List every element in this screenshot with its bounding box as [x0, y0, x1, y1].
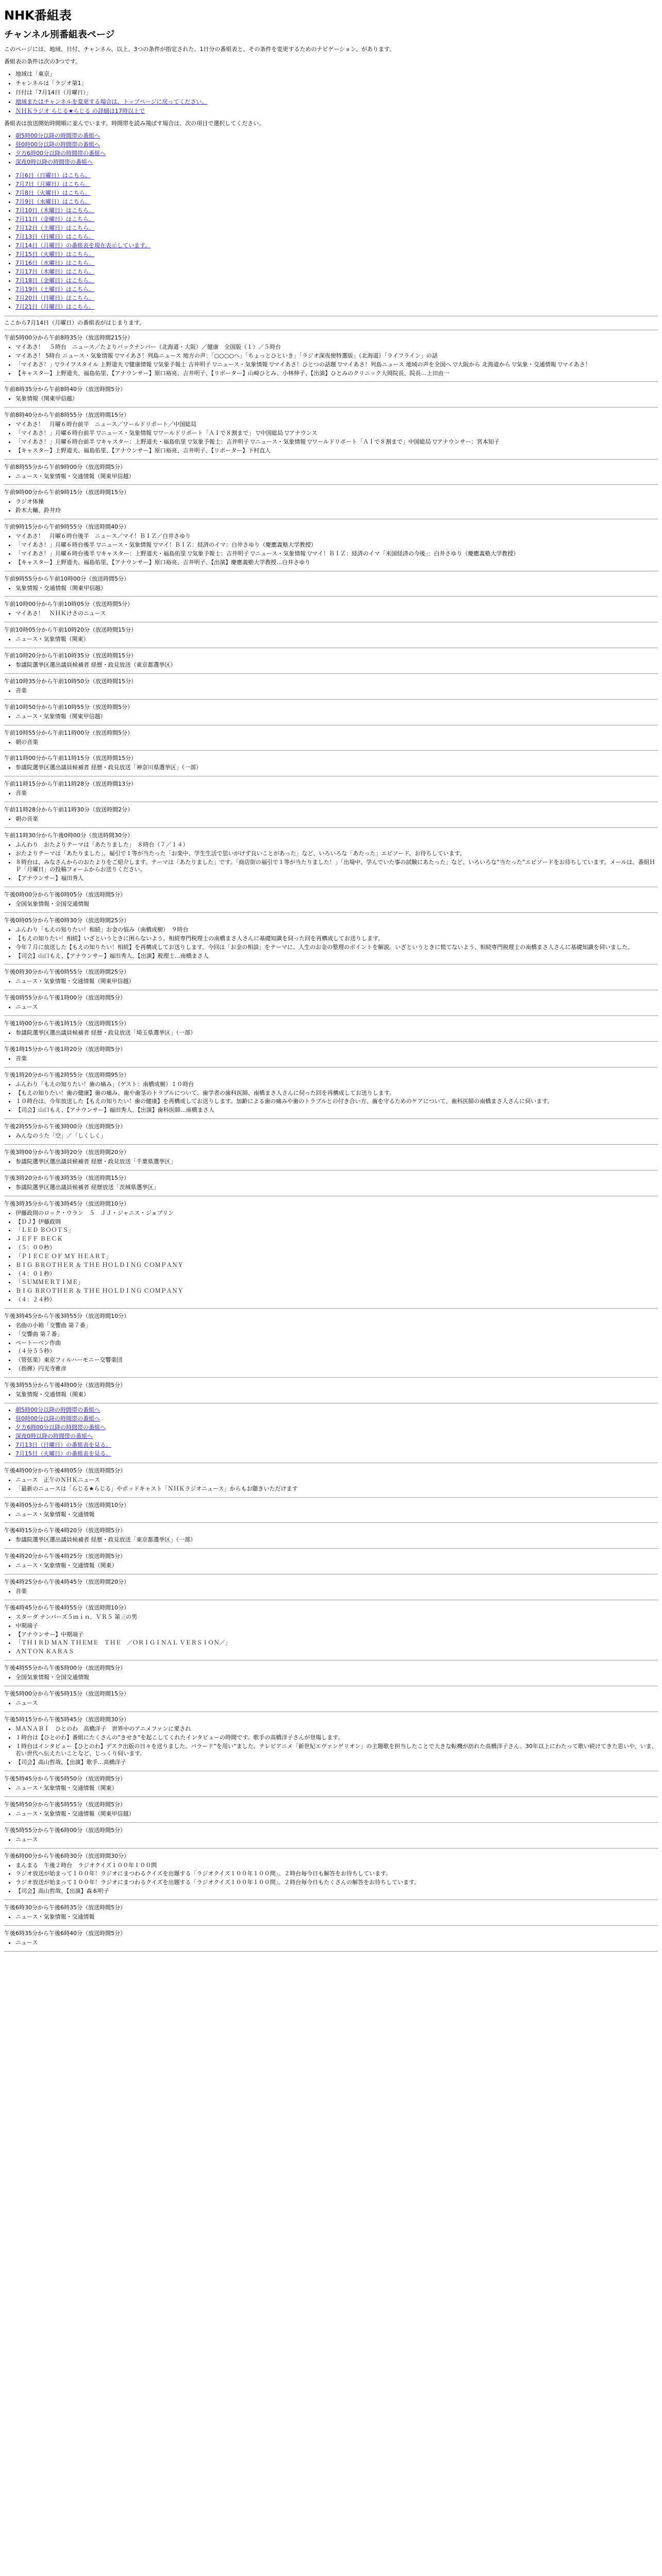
program-block — [4, 1312, 658, 1378]
divider — [4, 596, 658, 597]
program-detail-item: • 音楽 — [15, 1055, 658, 1063]
divider — [4, 1170, 658, 1171]
program-time: 午前8時40分から午前8時55分（放送時間15分） — [4, 412, 129, 419]
bottom-time-link-evening[interactable]: 夕方6時00分以降の時間帯の番組へ — [15, 1423, 106, 1431]
program-detail-item: • ニュース — [15, 1939, 658, 1947]
program-detail-item: • 参議院選挙区選出議員候補者 経歴・政見放送「神奈川県選挙区」（一部） — [15, 764, 658, 772]
program-detail-item: • ふんわり おたよりテーマは「あたりました」 ８時台（７／１４） — [15, 841, 658, 849]
program-block — [4, 1526, 658, 1549]
program-time: 午後0時05分から午後0時30分（放送時間25分） — [4, 917, 129, 924]
time-link-noon[interactable]: 昼0時00分以降の時間帯の番組へ — [15, 141, 100, 148]
date-link-current[interactable]: 7月14日（月曜日）の番組表を現在表示しています。 — [15, 242, 151, 249]
program-time: 午前10時00分から午前10時05分（放送時間5分） — [4, 601, 133, 608]
program-detail-item: • ニュース・気象情報・交通情報（関東甲信越） — [15, 1810, 658, 1818]
program-list-morning — [4, 333, 658, 1403]
program-details — [4, 636, 658, 643]
divider — [4, 1497, 658, 1498]
program-block — [4, 1664, 658, 1686]
program-detail-item: • まんまる 午後２時台 ラジオクイズ１００年１００問 — [15, 1862, 658, 1870]
program-detail-item: • 気象情報（関東甲信越） — [15, 395, 658, 403]
program-details — [4, 1913, 658, 1921]
program-detail-item: • ニュース・気象情報・交通情報 — [15, 1511, 658, 1519]
program-time: 午前8時35分から午前8時40分（放送時間5分） — [4, 386, 126, 393]
program-detail-item: • 【司会】山口もえ、【アナウンサー】福田秀人、【出演】税理士…南橋まさ人 — [15, 953, 658, 960]
program-block — [4, 703, 658, 725]
date-link[interactable]: 7月6日（日曜日）はこちら。 — [15, 172, 91, 179]
program-time: 午後0時55分から午後1時00分（放送時間5分） — [4, 994, 126, 1002]
program-block — [4, 385, 658, 408]
next-day-link[interactable]: 7月15日（火曜日）の番組表を見る。 — [15, 1450, 111, 1457]
program-time: 午前11時30分から午後0時00分（放送時間30分） — [4, 832, 133, 839]
program-detail-item: • 参議院選挙区選出議員候補者 経歴放送「茨城県選挙区」 — [15, 1184, 658, 1192]
program-block — [4, 890, 658, 913]
program-time: 午後4時25分から午後4時45分（放送時間20分） — [4, 1579, 129, 1586]
divider — [4, 699, 658, 700]
divider — [4, 1015, 658, 1016]
program-detail-item: • マイあさ！ 月曜６時台前半 ニュース／ワールドリポート／中国総局 — [15, 421, 658, 429]
program-detail-item: • （指揮）円光寺雅彦 — [15, 1365, 658, 1373]
program-details — [4, 926, 658, 960]
program-detail-item: • 「ＰＩＥＣＥ ＯＦ ＭＹ ＨＥＡＲＴ」 — [15, 1253, 658, 1261]
date-link[interactable]: 7月7日（月曜日）はこちら。 — [15, 181, 91, 188]
program-time: 午後4時00分から午後4時05分（放送時間5分） — [4, 1467, 126, 1474]
program-detail-item: • ニュース・気象情報・交通情報（関東） — [15, 1562, 658, 1570]
program-time: 午後1時15分から午後1時20分（放送時間5分） — [4, 1045, 126, 1053]
program-detail-item: • ８時台は、みなさんからのおたよりをご紹介します。テーマは「あたりました」です。「商店街の福引で１等が当たりました！」「出場中、学んでいた事の試験にあたった」など、いろいろな“当たった”エピソードをお待ちしています。メールは、番組ＨＰ「月曜日」の投稿フォームからお送りください。 — [15, 859, 658, 874]
program-block — [4, 488, 658, 519]
program-time: 午後0時30分から午後0時55分（放送時間25分） — [4, 969, 129, 976]
program-detail-item: • ニュース — [15, 1004, 658, 1011]
date-link[interactable]: 7月11日（金曜日）はこちら。 — [15, 216, 94, 223]
program-details — [4, 1836, 658, 1844]
divider — [4, 381, 658, 382]
program-time: 午後1時20分から午後2時55分（放送時間95分） — [4, 1071, 129, 1078]
program-block — [4, 1122, 658, 1145]
program-block — [4, 993, 658, 1016]
bottom-time-link-morning[interactable]: 朝5時00分以降の時間帯の番組へ — [15, 1406, 100, 1413]
program-time: 午前10時55分から午前11時00分（放送時間5分） — [4, 729, 133, 736]
program-detail-item: • ニュース・気象情報（関東） — [15, 636, 658, 643]
program-block — [4, 754, 658, 776]
program-detail-item: • ＪＥＦＦ ＢＥＣＫ — [15, 1235, 658, 1243]
program-details — [4, 1725, 658, 1767]
program-details — [4, 1322, 658, 1373]
divider — [4, 1848, 658, 1849]
program-time: 午前5時00分から午前8時35分（放送時間215分） — [4, 334, 133, 341]
program-detail-item: • （管弦楽）東京フィルハーモニー交響楽団 — [15, 1357, 658, 1364]
date-link[interactable]: 7月13日（日曜日）はこちら。 — [15, 233, 94, 240]
divider — [4, 459, 658, 460]
program-details — [4, 473, 658, 481]
divider — [4, 1822, 658, 1823]
program-detail-item: • マイあさ！ 5時台 ニュース・気象情報 ▽マイあさ！列島ニュース 地方の声：「○○○○へ」「ちょっとひといき」「ラジオ深夜便特選版」（北海道）「ライフライン」の話 — [15, 352, 658, 360]
program-detail-item: • マイあさ！ ＮＨＫけさのニュース — [15, 610, 658, 618]
program-detail-item: • 「マイあさ！」▽ライフスタイル 上野道夫 ▽健康情報 ▽気象予報士 吉井明子 ▽ニュース・気象情報 ▽マイあさ！ひとつの話題 ▽マイあさ！列島ニュース 地域の声を全国へ ▽大阪から 北海道から ▽気象・交通情報 ▽マイあさ！ — [15, 361, 658, 369]
program-time: 午後0時00分から午後0時05分（放送時間5分） — [4, 891, 126, 899]
divider — [4, 912, 658, 913]
program-detail-item: • ニュース・気象情報・交通情報（関東甲信越） — [15, 473, 658, 481]
program-details — [4, 816, 658, 823]
program-time: 午後4時05分から午後4時15分（放送時間10分） — [4, 1501, 129, 1509]
program-detail-item: • 【アナウンサー】中期端子 — [15, 1631, 658, 1639]
program-detail-item: • 朝の音楽 — [15, 816, 658, 823]
program-details — [4, 1391, 658, 1399]
program-details — [4, 1081, 658, 1114]
program-details — [4, 1184, 658, 1192]
program-time: 午後6時30分から午後6時35分（放送時間5分） — [4, 1904, 126, 1911]
program-detail-item: • 朝の音楽 — [15, 739, 658, 747]
program-list-start: ここから7月14日（月曜日）の番組表がはじまります。 — [4, 319, 145, 326]
time-note: 番組表は放送開始時間順に並んでいます。時間帯を読み飛ばす場合は、次の項目で選択してください。 — [4, 120, 265, 127]
program-block — [4, 916, 658, 964]
program-block — [4, 1689, 658, 1712]
program-time: 午後2時55分から午後3時00分（放送時間5分） — [4, 1123, 126, 1130]
program-time: 午前10時35分から午前10時50分（放送時間15分） — [4, 677, 137, 685]
program-detail-item: • 【キャスター】上野道夫、福島佑里、【アナウンサー】原口裕亮、吉井明子、【リポーター】山崎ひとみ、小林伸子、【出演】ひとみのクリニック大岡院長、院長…上田由一 — [15, 370, 658, 378]
program-details — [4, 1477, 658, 1493]
program-detail-item: • （５：００秒） — [15, 1244, 658, 1252]
condition-back-link-item — [15, 97, 658, 106]
program-detail-item: • 音楽 — [15, 687, 658, 695]
program-detail-item: • ＡＮＴＯＮ ＫＡＲＡＳ — [15, 1648, 658, 1656]
program-detail-item: • ラジオ体操 — [15, 498, 658, 506]
conditions-note: 番組表の条件は次の3つです。 — [4, 58, 81, 65]
program-block — [4, 1381, 658, 1403]
program-time: 午前11時00分から午前11時15分（放送時間15分） — [4, 755, 137, 762]
program-detail-item: • 【もえの知りたい！歯の健康】歯の痛み、歯や歯茎のトラブルについて、歯学者の歯科医師、南橋まさ人さんに伺った回を再構成してお送りします。 — [15, 1090, 658, 1097]
program-block — [4, 1852, 658, 1900]
program-details — [4, 687, 658, 695]
date-link[interactable]: 7月10日（木曜日）はこちら。 — [15, 207, 94, 214]
program-block — [4, 651, 658, 674]
program-detail-item: • 鈴木大輔、鈴井玲 — [15, 507, 658, 515]
program-detail-item: • 中期端子 — [15, 1622, 658, 1630]
program-detail-item: • 音楽 — [15, 790, 658, 798]
program-block — [4, 1174, 658, 1196]
date-link[interactable]: 7月16日（水曜日）はこちら。 — [15, 260, 94, 266]
program-time: 午前10時05分から午前10時20分（放送時間15分） — [4, 626, 137, 634]
divider — [4, 827, 658, 828]
program-details — [4, 662, 658, 669]
program-details — [4, 1004, 658, 1011]
date-link[interactable]: 7月17日（木曜日）はこちら。 — [15, 268, 94, 275]
program-details — [4, 1536, 658, 1544]
program-detail-item: • ニュース — [15, 1700, 658, 1707]
program-details — [4, 1810, 658, 1818]
program-details — [4, 1588, 658, 1596]
program-detail-item: • ＢＩＧ ＢＲＯＴＨＥＲ ＆ ＴＨＥ ＨＯＬＤＩＮＧ ＣＯＭＰＡＮＹ — [15, 1262, 658, 1269]
date-link[interactable]: 7月21日（月曜日）はこちら。 — [15, 303, 94, 310]
condition-region: • 地域は「東京」 — [15, 70, 658, 78]
program-block — [4, 1715, 658, 1771]
program-detail-item: • 「交響曲 第７番」 — [15, 1331, 658, 1338]
back-to-top-link[interactable]: 地域またはチャンネルを変更する場合は、トップページに戻ってください。 — [15, 98, 208, 105]
program-detail-item: • 【アナウンサー】福田秀人 — [15, 875, 658, 883]
program-time: 午後4時45分から午後4時55分（放送時間10分） — [4, 1604, 129, 1611]
program-time: 午後3時00分から午後3時20分（放送時間20分） — [4, 1148, 129, 1156]
divider — [4, 1377, 658, 1378]
program-block — [4, 1774, 658, 1797]
time-link-midnight[interactable]: 深夜0時以降の時間帯の番組へ — [15, 159, 93, 165]
program-detail-item: • 「ＳＵＭＭＥＲＴＩＭＥ」 — [15, 1279, 658, 1286]
program-time: 午後5時55分から午後6時00分（放送時間5分） — [4, 1826, 126, 1834]
program-block — [4, 728, 658, 751]
program-detail-item: • 「マイあさ！」月曜６時台後半 ▽ニュース・気象情報 ▽マイ！ＢＩＺ：経済のイマ：白井さゆり（慶應義塾大学教授） — [15, 541, 658, 549]
program-details — [4, 978, 658, 986]
page-subtitle: チャンネル別番組表ページ — [4, 29, 115, 40]
program-details — [4, 764, 658, 772]
program-list-afternoon — [4, 1466, 658, 1952]
divider — [4, 407, 658, 408]
program-block — [4, 677, 658, 700]
divider — [4, 1951, 658, 1952]
radiru-link[interactable]: ＮＨＫラジオ らじる★らじる の詳細は17時以上で — [15, 108, 145, 114]
program-detail-item: • マイあさ！ ５時台 ニュース／たよりバックナンバー（北海道・大阪）／健康 全国版（１）／５時台 — [15, 344, 658, 351]
program-time: 午後5時15分から午後5時45分（放送時間30分） — [4, 1716, 129, 1723]
program-details — [4, 1511, 658, 1519]
date-link[interactable]: 7月18日（金曜日）はこちら。 — [15, 277, 94, 284]
program-block — [4, 1578, 658, 1600]
program-block — [4, 831, 658, 887]
program-time: 午後5時45分から午後5時50分（放送時間5分） — [4, 1775, 126, 1783]
program-details — [4, 1862, 658, 1895]
program-detail-item: • ベートーベン作曲 — [15, 1340, 658, 1347]
divider — [4, 750, 658, 751]
program-detail-item: • 【司会】高山哲哉、【出演】森本明子 — [15, 1888, 658, 1895]
program-time: 午前11時15分から午前11時28分（放送時間13分） — [4, 781, 137, 788]
program-detail-item: • ニュース・気象情報（関東甲信越） — [15, 713, 658, 721]
program-time: 午前10時20分から午前10時35分（放送時間15分） — [4, 652, 137, 659]
time-link-evening[interactable]: 夕方6時00分以降の時間帯の番組へ — [15, 150, 106, 157]
program-details — [4, 1132, 658, 1140]
program-time: 午後6時35分から午後6時40分（放送時間5分） — [4, 1929, 126, 1937]
program-block — [4, 1826, 658, 1849]
program-time: 午前8時55分から午前9時00分（放送時間5分） — [4, 463, 126, 470]
program-detail-item: • ＭＡＮＡＢＩ ひとのわ 高橋洋子 世界中のアニメファンに愛され — [15, 1725, 658, 1733]
program-details — [4, 1700, 658, 1707]
program-time: 午後5時00分から午後5時15分（放送時間15分） — [4, 1690, 129, 1697]
program-time: 午前9時00分から午前9時15分（放送時間15分） — [4, 489, 129, 496]
divider — [4, 1711, 658, 1712]
divider — [4, 1522, 658, 1523]
condition-date: • 日付は「7月14日（月曜日）」 — [15, 88, 658, 96]
program-block — [4, 574, 658, 597]
program-detail-item: • （４：２４秒） — [15, 1296, 658, 1304]
program-detail-item: • 気象情報・交通情報（関東甲信越） — [15, 585, 658, 592]
program-block — [4, 1199, 658, 1309]
program-detail-item: • おたよりテーマは「あたりました」。福引で１等が当たった「お楽中、学生生活で思いがけず良いことがあった」など、いろいろな「あたった」エピソード、お待ちしています。 — [15, 850, 658, 858]
program-detail-item: • １０時台は、今年放送した【もえの知りたい！歯の健康】を再構成してお送りします。加齢による歯の痛みや歯のトラブルとの付き合い方、歯を守るためのケアについて、歯科医師の南橋まさ人さんに伺います。 — [15, 1098, 658, 1106]
program-details — [4, 1674, 658, 1682]
program-details — [4, 1939, 658, 1947]
date-link[interactable]: 7月8日（火曜日）はこちら。 — [15, 190, 91, 196]
program-detail-item: • 【司会】山口もえ、【アナウンサー】福田秀人、【出演】歯科医師…南橋まさ人 — [15, 1107, 658, 1114]
program-block — [4, 1019, 658, 1042]
divider — [4, 1118, 658, 1119]
date-link[interactable]: 7月20日（日曜日）はこちら。 — [15, 295, 94, 301]
date-nav — [4, 171, 658, 311]
program-details — [4, 1158, 658, 1166]
program-details — [4, 790, 658, 798]
program-detail-item: • 参議院選挙区選出議員候補者 経歴・政見放送「埼玉県選挙区」（一部） — [15, 1029, 658, 1037]
divider — [4, 1548, 658, 1549]
program-detail-item: • ＢＩＧ ＢＲＯＴＨＥＲ ＆ ＴＨＥ ＨＯＬＤＩＮＧ ＣＯＭＰＡＮＹ — [15, 1287, 658, 1295]
program-time: 午後4時15分から午後4時20分（放送時間5分） — [4, 1527, 126, 1534]
program-block — [4, 1903, 658, 1926]
bottom-nav — [4, 1405, 658, 1458]
program-detail-item: • スターダ ナンバーズ５ｍｉｎ．ＶＲ５ 第三の男 — [15, 1614, 658, 1621]
program-time: 午後3時55分から午後4時00分（放送時間5分） — [4, 1382, 126, 1388]
program-detail-item: • ラジオ放送が始まって１００年！ラジオにまつわるクイズを出題する「ラジオクイズ１００年１００問」。２時台毎今日も解答をお待ちしています。 — [15, 1870, 658, 1878]
program-detail-item: • 【もえの知りたい！相続】いざというときに困らないよう、相続専門税理士の南橋まさ人さんに基礎知識を伺った回を再構成してお送りします。 — [15, 935, 658, 943]
program-detail-item: • 【ＤＪ】伊藤政則 — [15, 1218, 658, 1226]
program-time: 午前11時28分から午前11時30分（放送時間2分） — [4, 806, 133, 814]
program-details — [4, 1562, 658, 1570]
bottom-time-link-noon[interactable]: 昼0時00分以降の時間帯の番組へ — [15, 1415, 100, 1422]
program-detail-item: • 【司会】高山哲哉、【出演】歌手…高橋洋子 — [15, 1759, 658, 1767]
program-detail-item: • 【キャスター】上野道夫、福島佑里、【アナウンサー】原口裕亮、吉井明子、【出演】慶應義塾大学教授…白井さゆり — [15, 559, 658, 567]
program-detail-item: • ラジオ放送が始まって１００年！ラジオにまつわるクイズを出題する「ラジオクイズ１００年１００問」。２時台毎今日もたくさんの解答をお待ちしています。 — [15, 1879, 658, 1887]
program-time: 午後1時00分から午後1時15分（放送時間15分） — [4, 1020, 129, 1027]
program-block — [4, 600, 658, 622]
program-block — [4, 1552, 658, 1574]
program-detail-item: • 参議院選挙区選出議員候補者 経歴・政見放送「東京都選挙区」（一部） — [15, 1536, 658, 1544]
date-link[interactable]: 7月9日（水曜日）はこちら。 — [15, 198, 91, 205]
program-details — [4, 713, 658, 721]
program-block — [4, 1071, 658, 1119]
program-detail-item: • ニュース 正午のＮＨＫニュース — [15, 1477, 658, 1484]
program-detail-item: • ふんわり「もえの知りたい！相続」お金の悩み（南橋成樹） ９時台 — [15, 926, 658, 934]
program-time: 午前9時15分から午前9時55分（放送時間40分） — [4, 523, 129, 531]
program-time: 午後4時20分から午後4時25分（放送時間5分） — [4, 1553, 126, 1560]
program-details — [4, 901, 658, 908]
program-detail-item: • 「マイあさ！」月曜６時台前半 ▽ニュース・気象情報 ▽ワールドリポート「ＡＩで８割まで」 ▽中国総局 ▽アナウンス — [15, 430, 658, 437]
program-time: 午後5時50分から午後5時55分（放送時間5分） — [4, 1801, 126, 1808]
program-detail-item: • 全国気象情報・全国交通情報 — [15, 1674, 658, 1682]
program-details — [4, 498, 658, 515]
program-block — [4, 1929, 658, 1952]
program-details — [4, 421, 658, 454]
page-title: NHK番組表 — [4, 8, 72, 23]
program-detail-item: • （４分５５秒） — [15, 1348, 658, 1355]
program-detail-item: • 伊藤政則のロック・ウラン ５ ＪＪ・ジャニス・ジョプリン — [15, 1210, 658, 1217]
program-block — [4, 1466, 658, 1498]
program-block — [4, 1045, 658, 1067]
program-block — [4, 333, 658, 382]
time-link-morning[interactable]: 朝5時00分以降の時間帯の番組へ — [15, 132, 100, 139]
program-time: 午前9時55分から午前10時00分（放送時間5分） — [4, 575, 129, 582]
program-detail-item: • 「マイあさ！」月曜６時台後半 ▽キャスター：上野道夫・福島佑里 ▽気象予報士：吉井明子 ▽ニュース・気象情報 ▽マイ！ＢＩＺ：経済のイマ「米国経済の今後」：白井さゆり（慶應義塾大学教授） — [15, 550, 658, 558]
program-details — [4, 1614, 658, 1656]
program-detail-item: • （４：０１秒） — [15, 1270, 658, 1278]
program-detail-item: • 名曲の小箱「交響曲 第７番」 — [15, 1322, 658, 1330]
program-details — [4, 344, 658, 377]
program-details — [4, 1029, 658, 1037]
program-detail-item: • 「マイあさ！」月曜６時台前半 ▽キャスター：上野道夫・福島佑里 ▽気象予報士：吉井明子 ▽ニュース・気象情報 ▽ワールドリポート「ＡＩで８割まで」中国総局 ▽アナウンサー：宮本知子 — [15, 438, 658, 446]
program-time: 午前10時50分から午前10時55分（放送時間5分） — [4, 703, 133, 710]
program-detail-item: • １時台は【ひとのわ】番組にたくさんの”きせき”を起こしてくれたインタビューの時間です。歌手の高橋洋子さんが登場します。 — [15, 1734, 658, 1742]
program-block — [4, 1800, 658, 1823]
program-detail-item: • １時台はインタビュー【ひとのわ】デスク出版の日々を送りました。バラード”を用い”ました。テレビアニメ「新世紀エヴァンゲリオン」の主題歌を担当したことで大きな転機が訪れた高橋洋子さん。30年以上にわたって歌い続けてきた思いや、いま、若い世代へ伝えたいことなど、じっくり伺います。 — [15, 1743, 658, 1758]
divider — [4, 1144, 658, 1145]
program-detail-item: • 参議院選挙区選出議員候補者 経歴・政見放送（東京都選挙区） — [15, 662, 658, 669]
program-block — [4, 522, 658, 571]
divider — [4, 484, 658, 485]
program-block — [4, 411, 658, 459]
program-detail-item: • 音楽 — [15, 1588, 658, 1596]
program-detail-item: • ニュース・気象情報・交通情報 — [15, 1913, 658, 1921]
program-time: 午後4時55分から午後5時00分（放送時間5分） — [4, 1665, 126, 1672]
program-details — [4, 1055, 658, 1063]
divider — [4, 673, 658, 674]
program-detail-item: • 「ＬＥＤ ＢＯＯＴＳ」 — [15, 1227, 658, 1234]
date-link[interactable]: 7月15日（火曜日）はこちら。 — [15, 251, 94, 258]
program-details — [4, 1210, 658, 1304]
condition-channel: • チャンネルは「ラジオ第1」 — [15, 79, 658, 87]
program-detail-item: • 今年７月に放送した【もえの知りたい！相続】を再構成してお送りします。今回は「お金の相談」をテーマに、人生のお金の整理のポイントを解説。いざというときに慌てないよう、相続専門税理士の南橋まさ人さんに基礎知識を伺いました。 — [15, 944, 658, 952]
program-block — [4, 968, 658, 990]
program-details — [4, 395, 658, 403]
divider — [4, 1308, 658, 1309]
program-detail-item: • みんなのうた「空」／「しくしく」 — [15, 1132, 658, 1140]
program-detail-item: • 「最新のニュースは「らじる★らじる」やポッドキャスト「ＮＨＫラジオニュース」からもお聴きいただけます — [15, 1485, 658, 1493]
divider — [4, 1925, 658, 1926]
program-block — [4, 463, 658, 485]
program-details — [4, 610, 658, 618]
program-detail-item: • 「ＴＨＩＲＤ ＭＡＮ ＴＨＥＭＥ ＴＨＥ ／ＯＲＩＧＩＮＡＬ ＶＥＲＳＩＯＮ／」 — [15, 1639, 658, 1647]
divider — [4, 1041, 658, 1042]
program-time: 午後6時00分から午後6時30分（放送時間30分） — [4, 1852, 129, 1859]
program-details — [4, 585, 658, 592]
time-nav — [4, 131, 658, 166]
program-block — [4, 1603, 658, 1660]
program-time: 午後3時35分から午後3時45分（放送時間10分） — [4, 1200, 129, 1207]
program-time: 午後3時45分から午後3時55分（放送時間10分） — [4, 1312, 129, 1319]
bottom-time-link-midnight[interactable]: 深夜0時以降の時間帯の番組へ — [15, 1432, 93, 1439]
program-block — [4, 779, 658, 802]
program-details — [4, 1785, 658, 1792]
lead-text: このページには、地域、日付、チャンネル、以上、3つの条件が指定された、1日分の番組表と、その条件を変更するためのナビゲーション、があります。 — [4, 46, 395, 53]
conditions-list — [4, 70, 658, 115]
program-detail-item: • 参議院選挙区選出議員候補者 経歴・政見放送「千葉県選挙区」 — [15, 1158, 658, 1166]
prev-day-link[interactable]: 7月13日（日曜日）の番組表を見る。 — [15, 1441, 111, 1448]
program-detail-item: • ふんわり「もえの知りたい！歯の痛み」（ゲスト：南橋成樹）１０時台 — [15, 1081, 658, 1089]
program-block — [4, 1148, 658, 1171]
program-detail-item: • ニュース・気象情報・交通情報（関東甲信越） — [15, 978, 658, 986]
program-detail-item: • 【キャスター】上野道夫、福島佑里、【アナウンサー】原口裕亮、吉井明子、【リポーター】下村直人 — [15, 447, 658, 455]
program-detail-item: • 全国気象情報・全国交通情報 — [15, 901, 658, 908]
program-block — [4, 625, 658, 648]
program-detail-item: • ニュース — [15, 1836, 658, 1844]
program-block — [4, 805, 658, 828]
program-detail-item: • 気象情報・交通情報（関東） — [15, 1391, 658, 1399]
program-detail-item: • ニュース・気象情報・交通情報（関東） — [15, 1785, 658, 1792]
program-details — [4, 739, 658, 747]
date-link[interactable]: 7月12日（土曜日）はこちら。 — [15, 225, 94, 231]
program-detail-item: • マイあさ！ 月曜６時台後半 ニュース／マイ！ＢＩＺ／白井さゆり — [15, 533, 658, 540]
program-details — [4, 533, 658, 566]
date-link[interactable]: 7月19日（土曜日）はこちら。 — [15, 286, 94, 293]
program-time: 午後3時20分から午後3時35分（放送時間15分） — [4, 1174, 129, 1181]
program-block — [4, 1501, 658, 1523]
condition-radiru-link-item — [15, 107, 658, 115]
program-details — [4, 841, 658, 883]
